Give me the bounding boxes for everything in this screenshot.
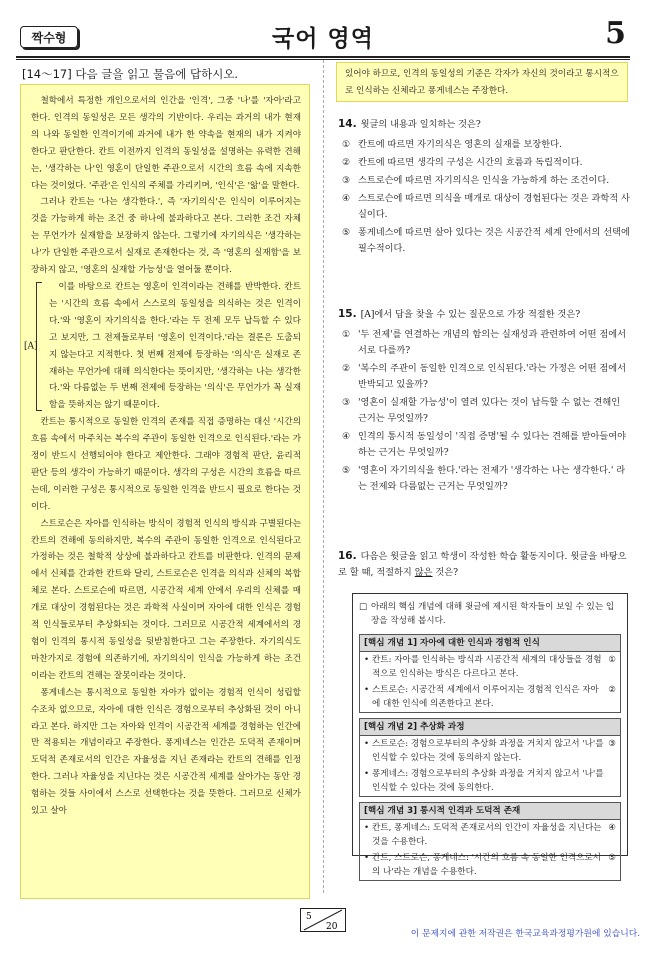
question-15 <box>338 306 630 497</box>
concept-item-text: 칸트, 스트로슨, 퐁게네스: '시간의 흐름 속 동일한 인격으로서의 나'라는 개념을 수용한다. <box>372 853 602 877</box>
question-16-text-a: 다음은 윗글을 읽고 학생이 작성한 학습 활동지이다. 윗글을 바탕으로 할 때, 적절하지 <box>338 551 627 578</box>
concept-item <box>360 682 620 712</box>
bullet-icon: • <box>364 853 370 863</box>
choice-marker: ⑤ <box>608 853 616 863</box>
question-14-options <box>338 137 630 257</box>
concept-item-text: 칸트: 자아를 인식하는 방식과 시공간적 세계의 대상들을 경험적으로 인식하는 방식은 다르다고 본다. <box>372 655 602 679</box>
option-number: ⑤ <box>342 465 351 476</box>
q14-option[interactable] <box>338 173 630 189</box>
q14-option[interactable] <box>338 155 630 171</box>
concept-list <box>359 634 621 881</box>
question-16-text-b: 것은? <box>435 567 459 578</box>
question-14-stem <box>338 116 630 133</box>
question-16 <box>338 548 630 585</box>
concept-item <box>360 766 620 796</box>
concept-header: [핵심 개념 1] 자아에 대한 인식과 경험적 인식 <box>360 635 620 652</box>
bullet-icon: • <box>364 739 370 749</box>
activity-intro <box>359 600 621 628</box>
passage-paragraph-4: 스트로슨은 자아를 인식하는 방식이 경험적 인식의 방식과 구별된다는 칸트의 견해에 동의하지만, 복수의 주관이 동일한 인격으로 인식된다고 가정하는 것은 철학적 상상에 불과하다고 칸트를 비판한다. 인격의 문제에서 신체를 간과한 칸트와 달리, 스트로슨은 인격을 의식과 신체의 복합체로 본다. 스트로슨에 따르면, 시공간적 세계 안에서 우리의 신체를 매개로 대상이 경험된다는 것은 과학적 사실이며 자아에 대한 인식은 경험적 인식들로부터 추상화되는 것이다. 그러므로 시공간적 세계에서의 경험이 인격의 통시적 동일성을 뒷받침한다고 그는 주장한다. 자기의식도 마찬가지로 경험에 의존하기에, 자기의식이 인식을 가능하게 하는 조건이라는 칸트의 견해는 잘못이라는 것이다. <box>31 518 301 681</box>
option-text: '복수의 주관이 동일한 인격으로 인식된다.'라는 가정은 어떤 점에서 반박되고 있을까? <box>358 363 627 390</box>
bullet-icon: • <box>364 769 370 779</box>
passage-continuation: 있어야 하므로, 인격의 동일성의 기준은 각자가 자신의 것이라고 통시적으로 인식하는 신체라고 퐁게네스는 주장한다. <box>336 62 628 102</box>
column-divider <box>323 60 324 893</box>
q15-option[interactable] <box>338 429 630 461</box>
bullet-icon: • <box>364 823 370 833</box>
option-text: '영혼이 실재할 가능성'이 열려 있다는 것이 납득할 수 없는 견해인 근거는 무엇일까? <box>358 397 621 424</box>
passage-paragraph-a: 이를 바탕으로 칸트는 영혼이 인격이라는 견해를 반박한다. 칸트는 '시간의 흐름 속에서 스스로의 동일성을 의식하는 것은 인격이다.'와 '영혼이 자기의식을 한다.'라는 두 전제 모두 납득할 수 있다고 보지만, 그 전제들로부터 '영혼이 인격이다.'라는 결론은 도출되지 않는다고 지적한다. 첫 번째 전제에 등장하는 '의식'은 실재로 존재하는 무언가에 대해 의식한다는 뜻이지만, '생각하는 나는 생각한다.'와 다름없는 두 번째 전제에 등장하는 '의식'은 무언가가 꼭 실재함을 뜻하지는 않기 때문이다. <box>49 281 301 411</box>
option-text: 칸트에 따르면 생각의 구성은 시간의 흐름과 독립적이다. <box>358 157 583 168</box>
question-15-text: [A]에서 답을 찾을 수 있는 질문으로 가장 적절한 것은? <box>360 309 581 320</box>
bullet-icon: • <box>364 655 370 665</box>
passage-paragraph-2: 그러나 칸트는 '나는 생각한다.', 즉 '자기의식'은 인식이 이루어지는 것을 가능하게 하는 조건 중 하나에 불과하다고 본다. 그러한 조건 자체는 무언가가 실재함을 보장하지 않는다. 그렇기에 자기의식은 '생각하는 나'가 단일한 주관으로서 실재로 존재한다는 것, 즉 '영혼의 실재함'을 보장하지 않고, '영혼의 실재할 가능성'을 열어둘 뿐이다. <box>31 197 301 276</box>
choice-marker: ② <box>608 685 616 695</box>
q15-option[interactable] <box>338 463 630 495</box>
header-rule <box>16 56 630 58</box>
page-title: 국어 영역 <box>272 26 374 52</box>
page-number: 5 <box>605 16 626 51</box>
option-text: 스트로슨에 따르면 자기의식은 인식을 가능하게 하는 조건이다. <box>358 175 610 186</box>
q15-option[interactable] <box>338 361 630 393</box>
question-14-text: 윗글의 내용과 일치하는 것은? <box>360 119 481 130</box>
option-number: ⑤ <box>342 227 351 238</box>
q14-option[interactable] <box>338 225 630 257</box>
concept-item-text: 칸트, 퐁게네스: 도덕적 존재로서의 인간이 자율성을 지닌다는 것을 수용한다. <box>372 823 602 847</box>
concept-item <box>360 652 620 682</box>
bullet-icon: • <box>364 685 370 695</box>
option-text: 인격의 통시적 동일성이 '직접 증명'될 수 있다는 견해를 받아들여야 하는 근거는 무엇일까? <box>358 431 627 458</box>
concept-item <box>360 850 620 880</box>
option-number: ① <box>342 329 351 340</box>
option-number: ③ <box>342 397 351 408</box>
bracket-a-label: [A] <box>24 341 38 352</box>
choice-marker: ① <box>608 655 616 665</box>
option-number: ① <box>342 139 351 150</box>
q14-option[interactable] <box>338 137 630 153</box>
page-total: 20 <box>326 922 338 932</box>
q14-option[interactable] <box>338 191 630 223</box>
exam-type-badge: 짝수형 <box>20 26 78 48</box>
passage-paragraph-1: 철학에서 특정한 개인으로서의 인간을 '인격', 그중 '나'를 '자아'라고 한다. 인격의 동일성은 모든 생각의 기반이다. 우리는 과거의 내가 현재의 나와 동일한 인격이기에 과거에 내가 한 약속을 현재의 내가 지켜야 한다고 판단한다. 칸트 이전까지 인격의 동일성을 설명하는 유력한 견해는, '생각하는 나'인 영혼이 단일한 주관으로서 시간의 흐름 속에 지속한다는 것이었다. '주관'은 인식의 주체를 가리키며, '인식'은 '앎'을 말한다. <box>31 96 301 191</box>
q15-option[interactable] <box>338 395 630 427</box>
concept-item <box>360 820 620 850</box>
option-number: ④ <box>342 193 351 204</box>
concept-item-text: 스트로슨: 경험으로부터의 추상화 과정을 거치지 않고서 '나'를 인식할 수 있다는 것에 동의하지 않는다. <box>372 739 604 763</box>
concept-box <box>359 802 621 881</box>
question-16-number: 16. <box>338 550 357 562</box>
choice-marker: ③ <box>608 739 616 749</box>
question-15-options <box>338 327 630 495</box>
option-number: ② <box>342 363 351 374</box>
concept-header: [핵심 개념 3] 통시적 인격과 도덕적 존재 <box>360 803 620 820</box>
option-text: '두 전제'를 연결하는 개념의 함의는 실재성과 관련하여 어떤 점에서 서로 다를까? <box>358 329 627 356</box>
page-current: 5 <box>306 912 312 922</box>
concept-item <box>360 736 620 766</box>
passage-paragraph-3: 칸트는 통시적으로 동일한 인격의 존재를 직접 증명하는 대신 '시간의 흐름 속에서 마주치는 복수의 주관이 동일한 인격으로 인식된다.'라는 가정이 반드시 선행되어야 한다고 제안한다. 그래야 경험적 판단, 윤리적 판단 등의 생각이 가능하기 때문이다. 생각의 구성은 시간의 흐름을 따르는데, 이러한 구성은 통시적으로 동일한 인격을 반드시 필요로 한다는 것이다. <box>31 417 301 512</box>
copyright-notice: 이 문제지에 관한 저작권은 한국교육과정평가원에 있습니다. <box>410 929 640 939</box>
option-number: ④ <box>342 431 351 442</box>
activity-sheet-box <box>352 593 628 877</box>
page-fraction-graphic <box>300 908 346 932</box>
question-16-not: 않은 <box>414 567 433 578</box>
concept-item-text: 퐁게네스: 경험으로부터의 추상화 과정을 거치지 않고서 '나'를 인식할 수 있다는 것에 동의한다. <box>372 769 604 793</box>
concept-header: [핵심 개념 2] 추상화 과정 <box>360 719 620 736</box>
concept-box <box>359 718 621 797</box>
option-text: 퐁게네스에 따르면 살아 있다는 것은 시공간적 세계 안에서의 선택에 필수적이다. <box>358 227 630 254</box>
reading-passage <box>20 84 310 899</box>
question-16-stem <box>338 548 630 581</box>
instruction: [14～17] 다음 글을 읽고 물음에 답하시오. <box>22 67 239 81</box>
option-text: 칸트에 따르면 자기의식은 영혼의 실재를 보장한다. <box>358 139 562 150</box>
question-15-stem <box>338 306 630 323</box>
page-indicator <box>300 908 346 932</box>
question-14 <box>338 116 630 259</box>
question-15-number: 15. <box>338 308 357 320</box>
option-text: '영혼이 자기의식을 한다.'라는 전제가 '생각하는 나는 생각한다.' 라는 전제와 다름없는 근거는 무엇일까? <box>358 465 626 492</box>
choice-marker: ④ <box>608 823 616 833</box>
concept-box <box>359 634 621 713</box>
option-text: 스트로슨에 따르면 의식을 매개로 대상이 경험된다는 것은 과학적 사실이다. <box>358 193 630 220</box>
checkbox-square-icon: □ <box>359 602 368 612</box>
option-number: ② <box>342 157 351 168</box>
option-number: ③ <box>342 175 351 186</box>
passage-paragraph-5: 퐁게네스는 통시적으로 동일한 자아가 없이는 경험적 인식이 성립할 수조차 없으므로, 자아에 대한 인식은 경험으로부터 추상화된 것이 아니라고 본다. 하지만 그는 자아와 인격이 시공간적 세계를 경험하는 인간에만 적용되는 개념이라고 주장한다. 퐁게네스는 인간은 도덕적 존재이며 도덕적 존재로서의 인간은 자율성을 지닌 존재라는 칸트의 견해를 인정한다. 그러나 자율성을 지닌다는 것은 시공간적 세계를 살아가는 동안 경험하는 것들 사이에서 스스로 선택한다는 것을 뜻한다. 그러므로 신체가 있고 살아 <box>31 687 301 817</box>
concept-item-text: 스트로슨: 시공간적 세계에서 이루어지는 경험적 인식은 자아에 대한 인식에 의존한다고 본다. <box>372 685 599 709</box>
q15-option[interactable] <box>338 327 630 359</box>
activity-intro-text: 아래의 핵심 개념에 대해 윗글에 제시된 학자들이 보일 수 있는 입장을 작성해 봅시다. <box>371 602 615 626</box>
bracket-a-section <box>24 279 301 414</box>
question-14-number: 14. <box>338 118 357 130</box>
